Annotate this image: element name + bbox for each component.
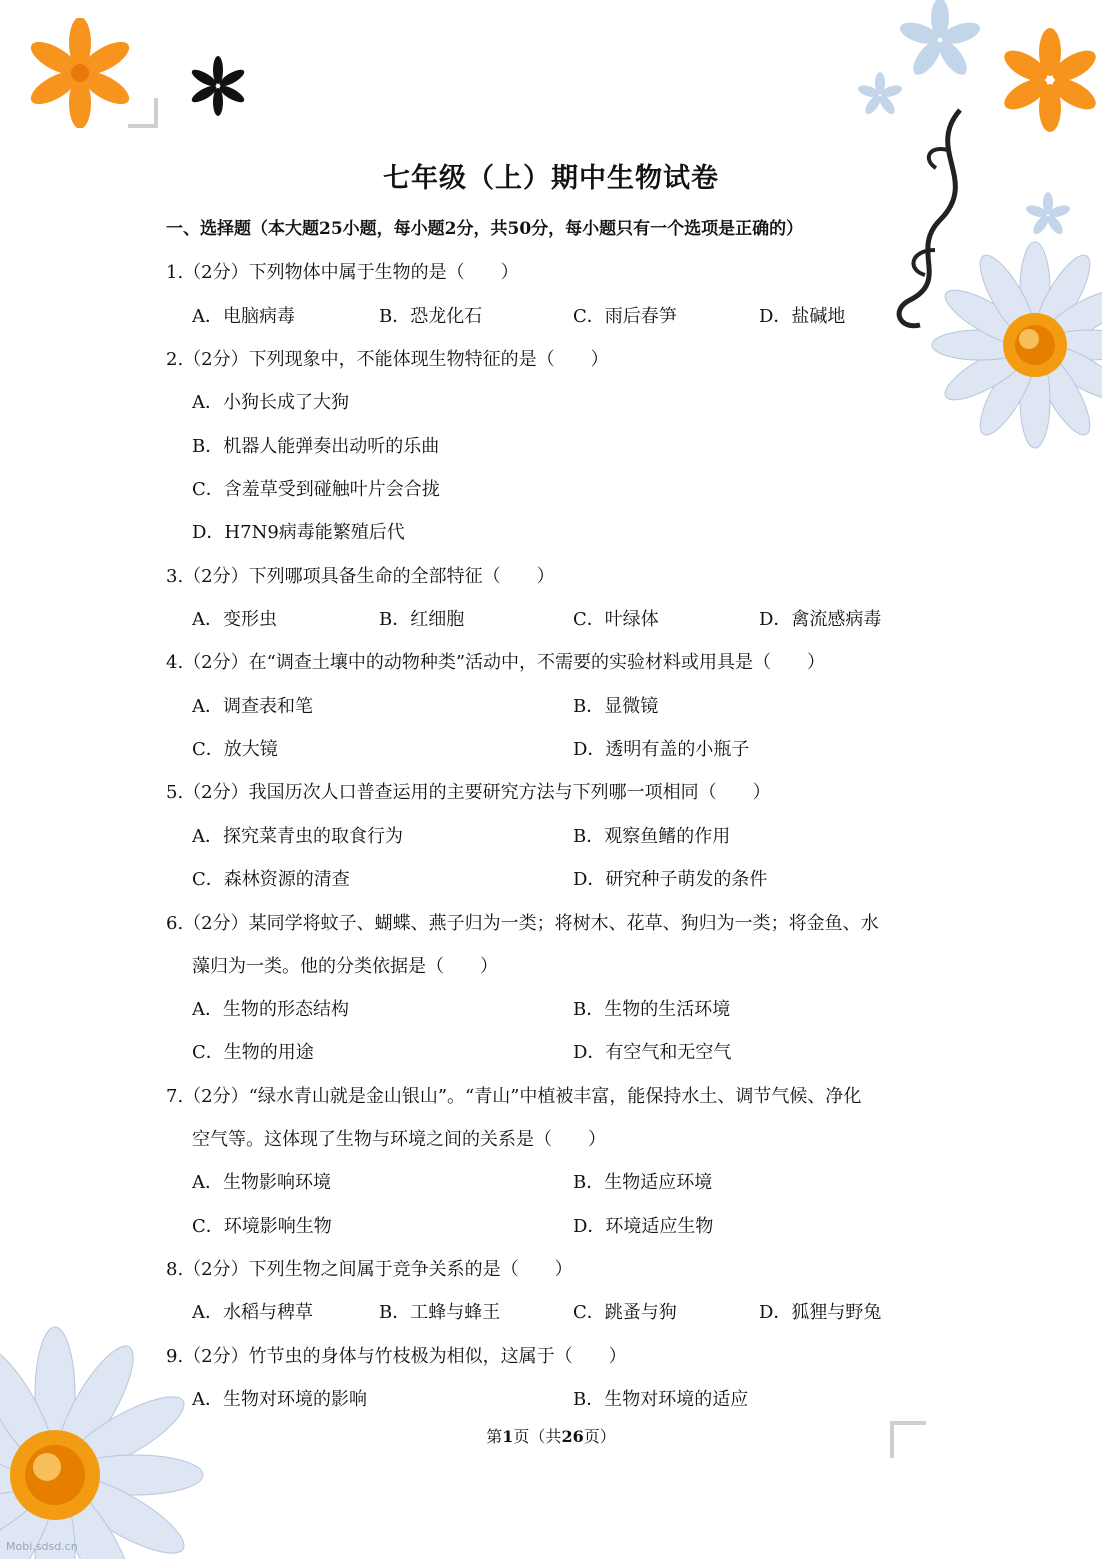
option: C．生物的用途	[192, 1042, 314, 1063]
option: B．显微镜	[573, 696, 659, 717]
question-stem: 8.（2分）下列生物之间属于竞争关系的是（ ）	[166, 1259, 573, 1280]
option: C．环境影响生物	[192, 1216, 332, 1237]
option: D．环境适应生物	[573, 1216, 714, 1237]
option: B．生物对环境的适应	[573, 1389, 749, 1410]
question-stem: 2.（2分）下列现象中，不能体现生物特征的是（ ）	[166, 349, 609, 370]
option: C．放大镜	[192, 739, 278, 760]
page-footer	[0, 1424, 1102, 1447]
option: D．H7N9病毒能繁殖后代	[192, 522, 405, 543]
option: C．跳蚤与狗	[573, 1302, 677, 1323]
footer-total-pages: 26	[561, 1427, 584, 1446]
option: C．雨后春笋	[573, 306, 677, 327]
footer-page-number: 1	[502, 1427, 514, 1446]
black-flower-icon	[186, 54, 250, 118]
option: B．恐龙化石	[379, 306, 483, 327]
question-stem-continued: 空气等。这体现了生物与环境之间的关系是（ ）	[192, 1129, 606, 1150]
option: B．生物适应环境	[573, 1172, 713, 1193]
option: B．工蜂与蜂王	[379, 1302, 501, 1323]
question-stem: 1.（2分）下列物体中属于生物的是（ ）	[166, 262, 519, 283]
question-stem-continued: 藻归为一类。他的分类依据是（ ）	[192, 956, 498, 977]
corner-bracket-top-left-icon	[126, 96, 162, 132]
footer-prefix: 第	[486, 1427, 503, 1446]
option: A．探究菜青虫的取食行为	[192, 826, 403, 847]
page-title: 七年级（上）期中生物试卷	[383, 163, 719, 194]
footer-suffix: 页）	[583, 1427, 616, 1446]
option: B．红细胞	[379, 609, 465, 630]
question-stem: 6.（2分）某同学将蚊子、蝴蝶、燕子归为一类；将树木、花草、狗归为一类；将金鱼、水	[166, 913, 879, 934]
option: A．小狗长成了大狗	[192, 392, 349, 413]
option: D．盐碱地	[759, 306, 846, 327]
watermark: Mobi.sdsd.cn	[6, 1540, 78, 1553]
option: A．电脑病毒	[192, 306, 295, 327]
question-stem: 4.（2分）在“调查土壤中的动物种类”活动中，不需要的实验材料或用具是（ ）	[166, 652, 826, 673]
option: A．生物影响环境	[192, 1172, 331, 1193]
option: C．含羞草受到碰触叶片会合拢	[192, 479, 440, 500]
option: D．禽流感病毒	[759, 609, 882, 630]
option: D．有空气和无空气	[573, 1042, 732, 1063]
section-heading: 一、选择题（本大题25小题，每小题2分，共50分，每小题只有一个选项是正确的）	[166, 219, 804, 239]
question-stem: 3.（2分）下列哪项具备生命的全部特征（ ）	[166, 566, 555, 587]
option: A．变形虫	[192, 609, 277, 630]
option: A．生物的形态结构	[192, 999, 349, 1020]
option: B．机器人能弹奏出动听的乐曲	[192, 436, 440, 457]
footer-mid: 页（共	[513, 1427, 562, 1446]
option: D．研究种子萌发的条件	[573, 869, 768, 890]
option: A．调查表和笔	[192, 696, 313, 717]
orange-flower-top-left-icon	[20, 18, 140, 128]
question-stem: 5.（2分）我国历次人口普查运用的主要研究方法与下列哪一项相同（ ）	[166, 782, 771, 803]
option: D．透明有盖的小瓶子	[573, 739, 750, 760]
question-stem: 9.（2分）竹节虫的身体与竹枝极为相似，这属于（ ）	[166, 1346, 627, 1367]
option: B．观察鱼鳍的作用	[573, 826, 731, 847]
option: A．生物对环境的影响	[192, 1389, 367, 1410]
option: C．叶绿体	[573, 609, 659, 630]
option: B．生物的生活环境	[573, 999, 731, 1020]
option: A．水稻与稗草	[192, 1302, 313, 1323]
question-stem: 7.（2分）“绿水青山就是金山银山”。“青山”中植被丰富，能保持水土、调节气候、净化	[166, 1086, 862, 1107]
option: D．狐狸与野兔	[759, 1302, 882, 1323]
blue-floral-top-right-icon	[830, 0, 1102, 460]
option: C．森林资源的清查	[192, 869, 350, 890]
